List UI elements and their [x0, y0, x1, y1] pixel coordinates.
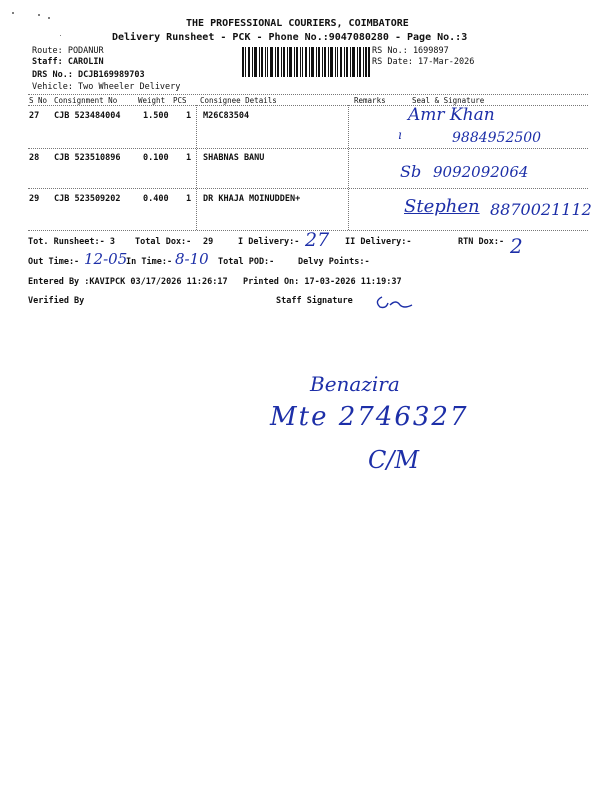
column-header-weight: Weight — [138, 96, 166, 105]
handwritten-signature: Amr Khan — [408, 105, 495, 125]
scan-speck — [38, 14, 40, 16]
row-consignee: SHABNAS BANU — [203, 153, 265, 163]
row-consignee: M26C83504 — [203, 111, 250, 121]
i-delivery-handwritten: 27 — [305, 229, 330, 251]
handwritten-signature: Stephen — [404, 196, 480, 217]
runsheet-subtitle: Delivery Runsheet - PCK - Phone No.:9047080280 - Page No.:3 — [112, 32, 468, 43]
row-pcs: 1 — [186, 153, 192, 163]
handwritten-signature: Sb — [400, 162, 422, 181]
scan-speck — [12, 12, 14, 14]
column-header-remarks: Remarks — [354, 96, 386, 105]
total-dox-value: 29 — [203, 237, 214, 247]
row-weight: 0.100 — [143, 153, 169, 163]
rs-date: RS Date: 17-Mar-2026 — [372, 57, 475, 67]
in-time-label: In Time:- — [126, 257, 173, 267]
vehicle-label: Vehicle: Two Wheeler Delivery — [32, 82, 181, 92]
column-header-pcs: PCS — [173, 96, 187, 105]
out-time-handwritten: 12-05 — [84, 250, 128, 268]
delvy-points-label: Delvy Points:- — [298, 257, 370, 267]
row-divider — [28, 148, 588, 149]
row-pcs: 1 — [186, 194, 192, 204]
total-pod-label: Total POD:- — [218, 257, 275, 267]
row-sno: 29 — [29, 194, 40, 204]
drs-number: DRS No.: DCJB169989703 — [32, 70, 145, 80]
row-pcs: 1 — [186, 111, 192, 121]
row-weight: 0.400 — [143, 194, 169, 204]
row-consignment: CJB 523484004 — [54, 111, 121, 121]
rtn-dox-handwritten: 2 — [510, 234, 523, 258]
tick-mark-icon: ı — [398, 128, 402, 142]
ii-delivery-label: II Delivery:- — [345, 237, 412, 247]
scan-speck — [60, 35, 61, 36]
out-time-label: Out Time:- — [28, 257, 80, 267]
handwritten-phone: 9092092064 — [433, 163, 529, 181]
handwritten-note-line3: C/M — [368, 446, 420, 474]
total-dox-label: Total Dox:- — [135, 237, 192, 247]
table-top-rule — [28, 94, 588, 95]
handwritten-note-line1: Benazira — [310, 372, 400, 396]
staff-signature-label: Staff Signature — [276, 296, 353, 306]
rtn-dox-label: RTN Dox:- — [458, 237, 505, 247]
entered-by: Entered By :KAVIPCK 03/17/2026 11:26:17 — [28, 277, 228, 287]
row-sno: 28 — [29, 153, 40, 163]
column-divider — [196, 105, 197, 230]
staff-label: Staff: CAROLIN — [32, 57, 104, 67]
column-header-sno: S No — [29, 96, 48, 105]
i-delivery-label: I Delivery:- — [238, 237, 300, 247]
row-weight: 1.500 — [143, 111, 169, 121]
column-header-consignment: Consignment No — [54, 96, 118, 105]
barcode-image — [242, 47, 370, 77]
rs-number: RS No.: 1699897 — [372, 46, 449, 56]
table-header-rule — [28, 105, 588, 106]
column-divider — [348, 105, 349, 230]
verified-by-label: Verified By — [28, 296, 85, 306]
row-sno: 27 — [29, 111, 40, 121]
handwritten-phone: 8870021112 — [490, 200, 592, 219]
company-title: THE PROFESSIONAL COURIERS, COIMBATORE — [186, 18, 409, 29]
tot-runsheet: Tot. Runsheet:- 3 — [28, 237, 115, 247]
handwritten-phone: 9884952500 — [452, 130, 542, 146]
scan-speck — [48, 17, 50, 19]
column-header-seal-signature: Seal & Signature — [412, 96, 485, 105]
in-time-handwritten: 8-10 — [175, 250, 209, 268]
staff-signature-scribble — [372, 291, 416, 313]
row-consignee: DR KHAJA MOINUDDEN+ — [203, 194, 301, 204]
row-consignment: CJB 523509202 — [54, 194, 121, 204]
row-consignment: CJB 523510896 — [54, 153, 121, 163]
handwritten-note-line2: Mte 2746327 — [270, 402, 469, 432]
row-divider — [28, 188, 588, 189]
printed-on: Printed On: 17-03-2026 11:19:37 — [243, 277, 402, 287]
column-header-consignee: Consignee Details — [200, 96, 277, 105]
route-label: Route: PODANUR — [32, 46, 104, 56]
